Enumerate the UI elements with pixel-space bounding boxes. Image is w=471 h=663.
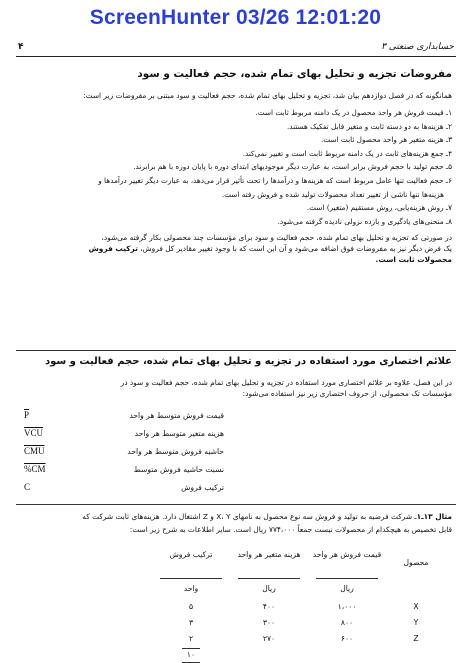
list-item xyxy=(24,446,444,464)
closing-line-1: در صورتی که تجزیه و تحلیل بهای تمام شده، حجم فعالیت و سود برای مؤسسات چند محصولی بکار گرفته می‌شود، xyxy=(101,233,452,242)
assumptions-intro: همانگونه که در فصل دوازدهم بیان شد، تجزیه و تحلیل بهای تمام شده، حجم فعالیت و سود مبتنی بر مفروضات زیر است: xyxy=(83,91,452,100)
table-cell: ۳ xyxy=(188,618,194,627)
list-item: ۳ـ هزینه متغیر هر واحد محصول ثابت است. xyxy=(320,135,452,145)
assumptions-closing xyxy=(20,232,452,265)
header-underline xyxy=(160,578,222,579)
abbr-symbol: $\overline{P}$ xyxy=(24,410,30,420)
list-item: ۶ـ حجم فعالیت تنها عامل مربوط است که هزینه‌ها و درآمدها را تحت تأثیر قرار می‌دهد، به عبارت دیگر تغییر درآمدها و xyxy=(98,175,452,185)
abbr-symbol: $\overline{CMU}$ xyxy=(24,446,45,456)
list-item: ۵ـ حجم تولید با حجم فروش برابر است، به عبارت دیگر موجودیهای ابتدای دوره با پایان دوره با هم برابرند. xyxy=(133,162,452,172)
abbr-description: حاشیه فروش متوسط هر واحد xyxy=(127,447,224,456)
abbreviations-list xyxy=(24,410,444,500)
screenhunter-banner: ScreenHunter 03/26 12:01:20 xyxy=(89,6,382,29)
list-item: هزینه‌ها تنها ناشی از تغییر تعداد محصولات تولید شده و فروش رفته است. xyxy=(221,189,444,199)
table-cell: ۲ xyxy=(188,634,194,643)
assumptions-list xyxy=(20,106,452,228)
section-heading-assumptions: مفروضات تجزیه و تحلیل بهای تمام شده، حجم فعالیت و سود xyxy=(137,68,452,80)
table-total: ۱۰ xyxy=(186,650,196,659)
list-item: ۷ـ روش هزینه‌یابی، روش مستقیم (متغیر) است. xyxy=(306,203,452,213)
closing-line-2 xyxy=(20,243,452,254)
abbr-description: هزینه متغیر متوسط هر واحد xyxy=(134,429,224,438)
example-line-2: قابل تخصیص به هیچکدام از محصولات نیست جمعاً ۷۷۴،۰۰۰ ریال است. سایر اطلاعات به شرح زیر است: xyxy=(129,525,452,534)
example-text-1: ـ شرکت فرضیه به تولید و فروش سه نوع محصول به نامهای X، Y و Z اشتغال دارد. هزینه‌های ثابت شرکت که xyxy=(82,512,417,521)
example-label: مثال ۱۳ـ۱ xyxy=(416,512,452,521)
list-item xyxy=(24,410,444,428)
header-underline xyxy=(316,578,378,579)
abbr-description: ترکیب فروش xyxy=(181,483,224,492)
section-heading-abbreviations: علائم اختصاری مورد استفاده در تجزیه و تحلیل بهای تمام شده، حجم فعالیت و سود xyxy=(44,356,452,367)
closing-bold-end: محصولات ثابت است. xyxy=(375,255,452,264)
page-header xyxy=(16,42,456,57)
table-cell: X xyxy=(413,602,419,611)
abbr-symbol: C xyxy=(24,482,31,492)
abbr-description: نسبت حاشیه فروش متوسط xyxy=(133,465,224,474)
list-item: ۱ـ قیمت فروش هر واحد محصول در یک دامنه مربوط ثابت است. xyxy=(255,108,452,117)
table-header: محصول xyxy=(403,558,429,567)
header-underline xyxy=(238,578,300,579)
document-page xyxy=(16,38,456,659)
abbreviations-intro xyxy=(20,377,452,399)
table-cell: Y xyxy=(413,618,419,627)
closing-line-3 xyxy=(20,254,452,265)
list-item xyxy=(24,464,444,482)
example-line-1 xyxy=(20,510,452,523)
table-unit: ریال xyxy=(262,584,276,593)
table-header: هزینه متغیر هر واحد xyxy=(237,550,301,559)
table-header: قیمت فروش هر واحد xyxy=(312,550,382,559)
table-unit: ریال xyxy=(340,584,354,593)
total-underline xyxy=(182,648,200,649)
example-text xyxy=(20,510,452,536)
example-divider xyxy=(16,504,456,505)
table-header: ترکیب فروش xyxy=(169,550,213,559)
table-cell: ۱،۰۰۰ xyxy=(337,602,357,611)
table-cell: ۳۰۰ xyxy=(262,618,276,627)
list-item xyxy=(24,482,444,500)
table-cell: ۴۰۰ xyxy=(262,602,276,611)
abbr-description: قیمت فروش متوسط هر واحد xyxy=(129,411,224,420)
list-item: ۲ـ هزینه‌ها به دو دسته ثابت و متغیر قابل تفکیک هستند. xyxy=(286,121,452,131)
table-cell: ۸۰۰ xyxy=(340,618,354,627)
abbr-symbol: %CM xyxy=(24,464,46,474)
list-item: ۸ـ منحنی‌های یادگیری و بازده نزولی نادیده گرفته می‌شود. xyxy=(277,216,452,226)
list-item: ۴ـ جمع هزینه‌های ثابت در یک دامنه مربوط ثابت است و تغییر نمی‌کند. xyxy=(242,148,452,158)
section-divider xyxy=(16,350,456,351)
closing-bold-term: ترکیب فروش xyxy=(88,244,138,253)
page-number: ۴ xyxy=(18,42,24,52)
abbr-symbol: $\overline{VCU}$ xyxy=(24,428,44,438)
list-item xyxy=(24,428,444,446)
table-cell: ۶۰۰ xyxy=(340,634,354,643)
closing-text-2: یک فرض دیگر نیز به مفروضات فوق اضافه می‌شود و آن این است که با وجود تغییر مقادیر کل فروش، xyxy=(140,244,452,253)
abbreviations-intro-line-2: مؤسسات تک محصولی، از حروف اختصاری زیر نیز استفاده می‌شود: xyxy=(242,389,452,398)
running-title: حسابداری صنعتی ۳ xyxy=(381,42,454,52)
table-cell: ۲۷۰ xyxy=(262,634,276,643)
abbreviations-intro-line-1: در این فصل، علاوه بر علائم اختصاری مورد استفاده در تجزیه و تحلیل بهای تمام شده، حجم فعالیت و سود در xyxy=(120,378,452,387)
table-cell: ۵ xyxy=(188,602,194,611)
table-unit: واحد xyxy=(183,584,199,593)
table-cell: Z xyxy=(413,634,419,643)
